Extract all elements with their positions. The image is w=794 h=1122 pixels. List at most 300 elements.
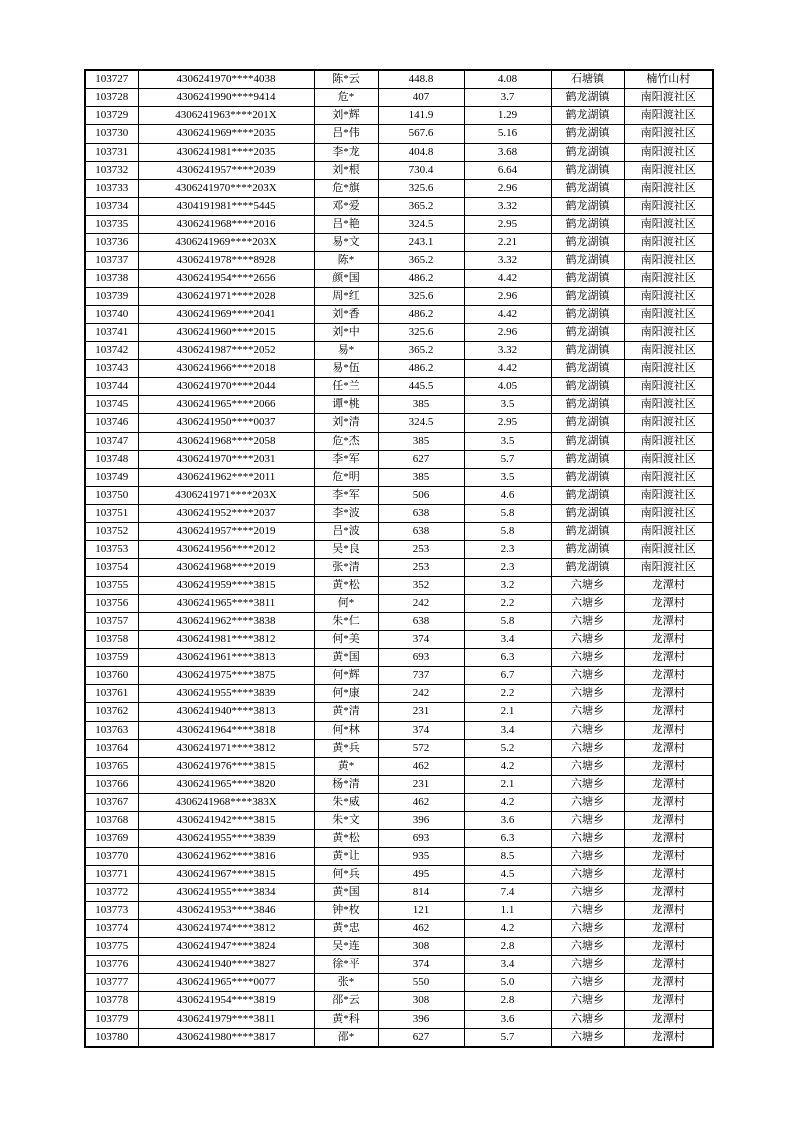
cell-name: 黄*松 bbox=[314, 577, 378, 595]
cell-village: 龙潭村 bbox=[624, 902, 713, 920]
cell-seq: 103763 bbox=[85, 721, 138, 739]
cell-area: 3.5 bbox=[464, 468, 551, 486]
cell-name: 刘*清 bbox=[314, 414, 378, 432]
cell-village: 龙潭村 bbox=[624, 577, 713, 595]
cell-amount: 814 bbox=[378, 884, 464, 902]
cell-seq: 103774 bbox=[85, 920, 138, 938]
cell-id-number: 4306241955****3839 bbox=[138, 829, 314, 847]
cell-village: 南阳渡社区 bbox=[624, 504, 713, 522]
cell-name: 黄*忠 bbox=[314, 920, 378, 938]
table-row bbox=[85, 378, 713, 396]
cell-name: 黄*国 bbox=[314, 649, 378, 667]
cell-id-number: 4306241968****2016 bbox=[138, 215, 314, 233]
cell-seq: 103760 bbox=[85, 667, 138, 685]
cell-id-number: 4306241963****201X bbox=[138, 107, 314, 125]
cell-area: 4.2 bbox=[464, 793, 551, 811]
cell-village: 南阳渡社区 bbox=[624, 269, 713, 287]
cell-town: 六塘乡 bbox=[551, 920, 624, 938]
cell-village: 龙潭村 bbox=[624, 631, 713, 649]
cell-seq: 103736 bbox=[85, 233, 138, 251]
cell-id-number: 4306241978****8928 bbox=[138, 251, 314, 269]
cell-area: 3.2 bbox=[464, 577, 551, 595]
cell-name: 黄* bbox=[314, 757, 378, 775]
cell-id-number: 4306241987****2052 bbox=[138, 342, 314, 360]
table-row bbox=[85, 667, 713, 685]
cell-town: 鹤龙湖镇 bbox=[551, 342, 624, 360]
cell-area: 2.96 bbox=[464, 288, 551, 306]
cell-name: 徐*平 bbox=[314, 956, 378, 974]
cell-town: 六塘乡 bbox=[551, 974, 624, 992]
cell-town: 鹤龙湖镇 bbox=[551, 396, 624, 414]
cell-name: 黄*让 bbox=[314, 847, 378, 865]
cell-name: 吕*波 bbox=[314, 522, 378, 540]
cell-seq: 103773 bbox=[85, 902, 138, 920]
cell-town: 石塘镇 bbox=[551, 70, 624, 89]
table-row bbox=[85, 739, 713, 757]
cell-amount: 407 bbox=[378, 89, 464, 107]
cell-amount: 638 bbox=[378, 504, 464, 522]
cell-id-number: 4306241969****2035 bbox=[138, 125, 314, 143]
cell-area: 1.29 bbox=[464, 107, 551, 125]
cell-amount: 396 bbox=[378, 1010, 464, 1028]
cell-id-number: 4306241970****2031 bbox=[138, 450, 314, 468]
cell-village: 龙潭村 bbox=[624, 847, 713, 865]
cell-area: 4.42 bbox=[464, 306, 551, 324]
cell-id-number: 4306241956****2012 bbox=[138, 540, 314, 558]
cell-seq: 103775 bbox=[85, 938, 138, 956]
cell-town: 鹤龙湖镇 bbox=[551, 179, 624, 197]
cell-town: 六塘乡 bbox=[551, 866, 624, 884]
cell-id-number: 4306241962****3838 bbox=[138, 613, 314, 631]
table-row bbox=[85, 811, 713, 829]
cell-village: 龙潭村 bbox=[624, 811, 713, 829]
cell-id-number: 4306241965****0077 bbox=[138, 974, 314, 992]
cell-name: 易* bbox=[314, 342, 378, 360]
table-row bbox=[85, 468, 713, 486]
cell-name: 朱*文 bbox=[314, 811, 378, 829]
cell-name: 谭*桃 bbox=[314, 396, 378, 414]
cell-amount: 550 bbox=[378, 974, 464, 992]
cell-village: 南阳渡社区 bbox=[624, 540, 713, 558]
cell-town: 鹤龙湖镇 bbox=[551, 432, 624, 450]
cell-seq: 103757 bbox=[85, 613, 138, 631]
cell-area: 2.2 bbox=[464, 595, 551, 613]
cell-amount: 385 bbox=[378, 396, 464, 414]
cell-town: 六塘乡 bbox=[551, 739, 624, 757]
cell-seq: 103730 bbox=[85, 125, 138, 143]
cell-id-number: 4306241940****3827 bbox=[138, 956, 314, 974]
table-row bbox=[85, 414, 713, 432]
cell-seq: 103729 bbox=[85, 107, 138, 125]
cell-area: 6.3 bbox=[464, 649, 551, 667]
cell-seq: 103752 bbox=[85, 522, 138, 540]
cell-name: 何*兵 bbox=[314, 866, 378, 884]
cell-town: 鹤龙湖镇 bbox=[551, 125, 624, 143]
cell-amount: 638 bbox=[378, 522, 464, 540]
cell-area: 3.4 bbox=[464, 631, 551, 649]
cell-town: 鹤龙湖镇 bbox=[551, 522, 624, 540]
table-row bbox=[85, 125, 713, 143]
cell-amount: 404.8 bbox=[378, 143, 464, 161]
cell-name: 李*波 bbox=[314, 504, 378, 522]
cell-amount: 325.6 bbox=[378, 324, 464, 342]
cell-town: 六塘乡 bbox=[551, 757, 624, 775]
cell-area: 4.5 bbox=[464, 866, 551, 884]
cell-name: 钟*枚 bbox=[314, 902, 378, 920]
cell-village: 龙潭村 bbox=[624, 1028, 713, 1047]
table-row bbox=[85, 558, 713, 576]
cell-id-number: 4306241965****3820 bbox=[138, 775, 314, 793]
table-row bbox=[85, 685, 713, 703]
cell-id-number: 4306241966****2018 bbox=[138, 360, 314, 378]
cell-village: 龙潭村 bbox=[624, 920, 713, 938]
cell-town: 六塘乡 bbox=[551, 956, 624, 974]
cell-amount: 693 bbox=[378, 829, 464, 847]
cell-area: 3.7 bbox=[464, 89, 551, 107]
cell-name: 任*兰 bbox=[314, 378, 378, 396]
cell-id-number: 4306241969****2041 bbox=[138, 306, 314, 324]
cell-id-number: 4306241960****2015 bbox=[138, 324, 314, 342]
cell-town: 六塘乡 bbox=[551, 829, 624, 847]
cell-area: 2.8 bbox=[464, 992, 551, 1010]
cell-town: 鹤龙湖镇 bbox=[551, 143, 624, 161]
table-row bbox=[85, 486, 713, 504]
cell-village: 龙潭村 bbox=[624, 649, 713, 667]
cell-name: 何*辉 bbox=[314, 667, 378, 685]
cell-name: 何* bbox=[314, 595, 378, 613]
cell-town: 鹤龙湖镇 bbox=[551, 161, 624, 179]
cell-amount: 324.5 bbox=[378, 414, 464, 432]
cell-name: 黄*清 bbox=[314, 703, 378, 721]
cell-name: 颜*国 bbox=[314, 269, 378, 287]
cell-seq: 103766 bbox=[85, 775, 138, 793]
cell-area: 5.16 bbox=[464, 125, 551, 143]
cell-village: 龙潭村 bbox=[624, 956, 713, 974]
cell-seq: 103770 bbox=[85, 847, 138, 865]
cell-town: 六塘乡 bbox=[551, 902, 624, 920]
cell-name: 何*美 bbox=[314, 631, 378, 649]
cell-name: 朱*威 bbox=[314, 793, 378, 811]
cell-name: 易*文 bbox=[314, 233, 378, 251]
cell-town: 六塘乡 bbox=[551, 613, 624, 631]
cell-name: 朱*仁 bbox=[314, 613, 378, 631]
cell-area: 7.4 bbox=[464, 884, 551, 902]
cell-village: 南阳渡社区 bbox=[624, 378, 713, 396]
cell-area: 6.7 bbox=[464, 667, 551, 685]
table-row bbox=[85, 450, 713, 468]
cell-town: 六塘乡 bbox=[551, 793, 624, 811]
cell-area: 6.3 bbox=[464, 829, 551, 847]
records-table-body bbox=[85, 70, 713, 1047]
cell-town: 鹤龙湖镇 bbox=[551, 540, 624, 558]
cell-id-number: 4306241954****3819 bbox=[138, 992, 314, 1010]
cell-town: 六塘乡 bbox=[551, 992, 624, 1010]
cell-amount: 141.9 bbox=[378, 107, 464, 125]
table-row bbox=[85, 522, 713, 540]
cell-id-number: 4306241981****2035 bbox=[138, 143, 314, 161]
cell-amount: 121 bbox=[378, 902, 464, 920]
table-row bbox=[85, 540, 713, 558]
cell-town: 鹤龙湖镇 bbox=[551, 251, 624, 269]
cell-seq: 103762 bbox=[85, 703, 138, 721]
cell-village: 龙潭村 bbox=[624, 595, 713, 613]
cell-town: 鹤龙湖镇 bbox=[551, 450, 624, 468]
table-row bbox=[85, 233, 713, 251]
cell-seq: 103758 bbox=[85, 631, 138, 649]
cell-amount: 253 bbox=[378, 540, 464, 558]
cell-town: 六塘乡 bbox=[551, 775, 624, 793]
cell-name: 危*旗 bbox=[314, 179, 378, 197]
cell-area: 2.3 bbox=[464, 540, 551, 558]
cell-area: 3.32 bbox=[464, 251, 551, 269]
cell-name: 刘*香 bbox=[314, 306, 378, 324]
cell-id-number: 4306241940****3813 bbox=[138, 703, 314, 721]
cell-id-number: 4306241971****3812 bbox=[138, 739, 314, 757]
cell-seq: 103751 bbox=[85, 504, 138, 522]
table-row bbox=[85, 197, 713, 215]
cell-id-number: 4306241962****3816 bbox=[138, 847, 314, 865]
table-row bbox=[85, 288, 713, 306]
cell-seq: 103740 bbox=[85, 306, 138, 324]
cell-amount: 638 bbox=[378, 613, 464, 631]
cell-town: 六塘乡 bbox=[551, 577, 624, 595]
cell-town: 鹤龙湖镇 bbox=[551, 558, 624, 576]
cell-town: 六塘乡 bbox=[551, 884, 624, 902]
cell-name: 黄*兵 bbox=[314, 739, 378, 757]
cell-village: 南阳渡社区 bbox=[624, 288, 713, 306]
cell-seq: 103756 bbox=[85, 595, 138, 613]
cell-name: 危* bbox=[314, 89, 378, 107]
cell-seq: 103772 bbox=[85, 884, 138, 902]
cell-amount: 693 bbox=[378, 649, 464, 667]
cell-amount: 486.2 bbox=[378, 306, 464, 324]
cell-amount: 730.4 bbox=[378, 161, 464, 179]
table-row bbox=[85, 649, 713, 667]
table-row bbox=[85, 595, 713, 613]
cell-village: 南阳渡社区 bbox=[624, 342, 713, 360]
cell-area: 8.5 bbox=[464, 847, 551, 865]
cell-id-number: 4306241970****4038 bbox=[138, 70, 314, 89]
table-row bbox=[85, 920, 713, 938]
cell-amount: 486.2 bbox=[378, 269, 464, 287]
cell-name: 张* bbox=[314, 974, 378, 992]
cell-village: 南阳渡社区 bbox=[624, 107, 713, 125]
cell-name: 何*林 bbox=[314, 721, 378, 739]
cell-village: 龙潭村 bbox=[624, 613, 713, 631]
cell-id-number: 4306241969****203X bbox=[138, 233, 314, 251]
cell-name: 邵* bbox=[314, 1028, 378, 1047]
cell-seq: 103755 bbox=[85, 577, 138, 595]
cell-id-number: 4306241971****2028 bbox=[138, 288, 314, 306]
cell-town: 鹤龙湖镇 bbox=[551, 306, 624, 324]
cell-seq: 103753 bbox=[85, 540, 138, 558]
cell-name: 黄*松 bbox=[314, 829, 378, 847]
cell-village: 龙潭村 bbox=[624, 667, 713, 685]
table-row bbox=[85, 89, 713, 107]
cell-area: 4.2 bbox=[464, 920, 551, 938]
table-row bbox=[85, 396, 713, 414]
cell-name: 刘*根 bbox=[314, 161, 378, 179]
cell-seq: 103779 bbox=[85, 1010, 138, 1028]
cell-town: 鹤龙湖镇 bbox=[551, 233, 624, 251]
cell-amount: 462 bbox=[378, 920, 464, 938]
cell-name: 张*清 bbox=[314, 558, 378, 576]
cell-village: 南阳渡社区 bbox=[624, 414, 713, 432]
cell-village: 南阳渡社区 bbox=[624, 432, 713, 450]
cell-area: 3.32 bbox=[464, 342, 551, 360]
cell-id-number: 4306241971****203X bbox=[138, 486, 314, 504]
cell-town: 鹤龙湖镇 bbox=[551, 378, 624, 396]
table-row bbox=[85, 432, 713, 450]
cell-amount: 325.6 bbox=[378, 179, 464, 197]
cell-seq: 103768 bbox=[85, 811, 138, 829]
cell-name: 吕*艳 bbox=[314, 215, 378, 233]
cell-town: 六塘乡 bbox=[551, 595, 624, 613]
cell-id-number: 4306241947****3824 bbox=[138, 938, 314, 956]
cell-name: 何*康 bbox=[314, 685, 378, 703]
cell-village: 南阳渡社区 bbox=[624, 251, 713, 269]
cell-amount: 308 bbox=[378, 938, 464, 956]
cell-town: 六塘乡 bbox=[551, 649, 624, 667]
cell-name: 吕*伟 bbox=[314, 125, 378, 143]
cell-amount: 365.2 bbox=[378, 197, 464, 215]
cell-area: 6.64 bbox=[464, 161, 551, 179]
cell-name: 陈* bbox=[314, 251, 378, 269]
cell-name: 周*红 bbox=[314, 288, 378, 306]
cell-town: 鹤龙湖镇 bbox=[551, 107, 624, 125]
cell-area: 1.1 bbox=[464, 902, 551, 920]
cell-village: 南阳渡社区 bbox=[624, 233, 713, 251]
cell-amount: 506 bbox=[378, 486, 464, 504]
table-row bbox=[85, 306, 713, 324]
cell-town: 六塘乡 bbox=[551, 938, 624, 956]
cell-name: 李*龙 bbox=[314, 143, 378, 161]
cell-seq: 103754 bbox=[85, 558, 138, 576]
cell-area: 4.42 bbox=[464, 269, 551, 287]
cell-seq: 103745 bbox=[85, 396, 138, 414]
cell-amount: 567.6 bbox=[378, 125, 464, 143]
cell-seq: 103732 bbox=[85, 161, 138, 179]
cell-town: 六塘乡 bbox=[551, 685, 624, 703]
cell-village: 龙潭村 bbox=[624, 974, 713, 992]
cell-id-number: 4306241957****2039 bbox=[138, 161, 314, 179]
table-row bbox=[85, 161, 713, 179]
cell-name: 危*杰 bbox=[314, 432, 378, 450]
cell-amount: 448.8 bbox=[378, 70, 464, 89]
cell-area: 4.2 bbox=[464, 757, 551, 775]
cell-id-number: 4306241967****3815 bbox=[138, 866, 314, 884]
cell-area: 4.05 bbox=[464, 378, 551, 396]
cell-village: 龙潭村 bbox=[624, 884, 713, 902]
cell-id-number: 4306241954****2656 bbox=[138, 269, 314, 287]
cell-area: 2.21 bbox=[464, 233, 551, 251]
cell-village: 龙潭村 bbox=[624, 793, 713, 811]
cell-seq: 103746 bbox=[85, 414, 138, 432]
cell-town: 六塘乡 bbox=[551, 1010, 624, 1028]
cell-name: 黄*国 bbox=[314, 884, 378, 902]
cell-village: 南阳渡社区 bbox=[624, 143, 713, 161]
cell-id-number: 4306241968****2019 bbox=[138, 558, 314, 576]
cell-id-number: 4306241955****3834 bbox=[138, 884, 314, 902]
cell-village: 南阳渡社区 bbox=[624, 360, 713, 378]
cell-town: 六塘乡 bbox=[551, 1028, 624, 1047]
cell-amount: 374 bbox=[378, 956, 464, 974]
cell-village: 南阳渡社区 bbox=[624, 197, 713, 215]
cell-village: 龙潭村 bbox=[624, 938, 713, 956]
cell-id-number: 4306241964****3818 bbox=[138, 721, 314, 739]
cell-area: 4.6 bbox=[464, 486, 551, 504]
cell-seq: 103750 bbox=[85, 486, 138, 504]
cell-seq: 103767 bbox=[85, 793, 138, 811]
cell-area: 5.0 bbox=[464, 974, 551, 992]
cell-village: 龙潭村 bbox=[624, 829, 713, 847]
cell-seq: 103764 bbox=[85, 739, 138, 757]
table-row bbox=[85, 324, 713, 342]
cell-id-number: 4306241955****3839 bbox=[138, 685, 314, 703]
cell-town: 鹤龙湖镇 bbox=[551, 414, 624, 432]
cell-amount: 627 bbox=[378, 450, 464, 468]
cell-seq: 103771 bbox=[85, 866, 138, 884]
cell-village: 南阳渡社区 bbox=[624, 125, 713, 143]
cell-name: 李*军 bbox=[314, 450, 378, 468]
cell-id-number: 4306241961****3813 bbox=[138, 649, 314, 667]
cell-area: 4.08 bbox=[464, 70, 551, 89]
cell-name: 吴*良 bbox=[314, 540, 378, 558]
cell-name: 邓*爱 bbox=[314, 197, 378, 215]
cell-town: 鹤龙湖镇 bbox=[551, 269, 624, 287]
cell-seq: 103749 bbox=[85, 468, 138, 486]
table-row bbox=[85, 938, 713, 956]
cell-village: 龙潭村 bbox=[624, 757, 713, 775]
cell-seq: 103748 bbox=[85, 450, 138, 468]
cell-area: 4.42 bbox=[464, 360, 551, 378]
cell-town: 鹤龙湖镇 bbox=[551, 89, 624, 107]
cell-name: 陈*云 bbox=[314, 70, 378, 89]
cell-town: 六塘乡 bbox=[551, 811, 624, 829]
cell-id-number: 4306241965****3811 bbox=[138, 595, 314, 613]
cell-area: 2.95 bbox=[464, 414, 551, 432]
cell-amount: 308 bbox=[378, 992, 464, 1010]
cell-area: 5.8 bbox=[464, 504, 551, 522]
cell-area: 2.2 bbox=[464, 685, 551, 703]
cell-town: 六塘乡 bbox=[551, 847, 624, 865]
cell-seq: 103744 bbox=[85, 378, 138, 396]
cell-village: 南阳渡社区 bbox=[624, 486, 713, 504]
cell-amount: 325.6 bbox=[378, 288, 464, 306]
cell-area: 3.6 bbox=[464, 1010, 551, 1028]
cell-area: 5.7 bbox=[464, 450, 551, 468]
cell-area: 2.96 bbox=[464, 179, 551, 197]
cell-name: 吴*连 bbox=[314, 938, 378, 956]
cell-village: 龙潭村 bbox=[624, 866, 713, 884]
cell-area: 3.4 bbox=[464, 721, 551, 739]
cell-amount: 324.5 bbox=[378, 215, 464, 233]
cell-seq: 103739 bbox=[85, 288, 138, 306]
cell-area: 5.8 bbox=[464, 522, 551, 540]
cell-town: 鹤龙湖镇 bbox=[551, 215, 624, 233]
cell-village: 龙潭村 bbox=[624, 685, 713, 703]
cell-seq: 103741 bbox=[85, 324, 138, 342]
cell-village: 南阳渡社区 bbox=[624, 468, 713, 486]
cell-amount: 365.2 bbox=[378, 342, 464, 360]
cell-area: 3.5 bbox=[464, 396, 551, 414]
table-row bbox=[85, 992, 713, 1010]
cell-amount: 242 bbox=[378, 685, 464, 703]
cell-town: 鹤龙湖镇 bbox=[551, 504, 624, 522]
cell-area: 2.8 bbox=[464, 938, 551, 956]
table-row bbox=[85, 143, 713, 161]
table-row bbox=[85, 847, 713, 865]
